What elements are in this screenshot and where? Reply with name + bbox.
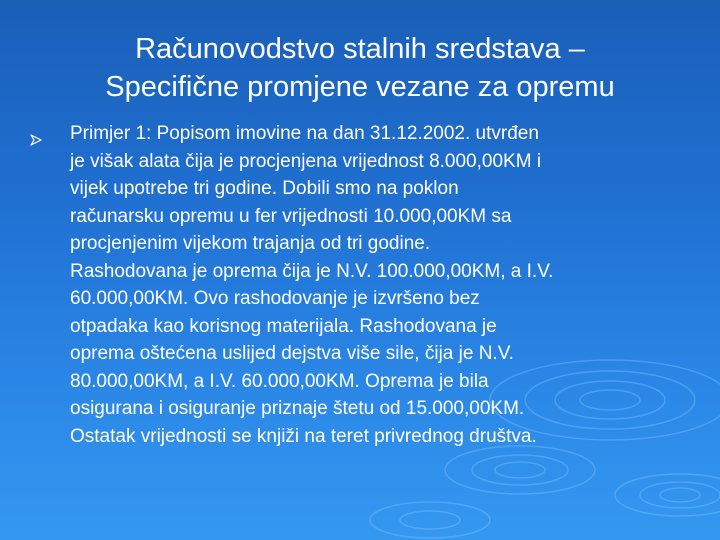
- bullet-text-line: 60.000,00KM. Ovo rashodovanje je izvršeno bez: [70, 288, 480, 309]
- slide-title: [40, 30, 680, 106]
- slide-title-line-1: Računovodstvo stalnih sredstava –: [135, 33, 585, 65]
- bullet-text-line: Primjer 1: Popisom imovine na dan 31.12.2002. utvrđen: [70, 123, 539, 144]
- arrow-bullet-icon: [30, 134, 42, 146]
- bullet-text-line: Rashodovana je oprema čija je N.V. 100.000,00KM, a I.V.: [70, 260, 554, 282]
- slide-title-line-2: Specifične promjene vezane za opremu: [105, 71, 615, 103]
- bullet-text: [70, 120, 700, 450]
- bullet-text-line: osigurana i osiguranje priznaje štetu od 15.000,00KM.: [70, 398, 525, 419]
- bullet-text-line: oprema oštećena uslijed dejstva više sile, čija je N.V.: [70, 343, 514, 364]
- bullet-text-line: je višak alata čija je procjenjena vrijednost 8.000,00KM i: [70, 150, 542, 172]
- bullet-text-line: procjenjenim vijekom trajanja od tri godine.: [70, 233, 431, 254]
- bullet-text-line: 80.000,00KM, a I.V. 60.000,00KM. Oprema je bila: [70, 370, 489, 392]
- bullet-text-line: računarsku opremu u fer vrijednosti 10.000,00KM sa: [70, 205, 512, 227]
- bullet-text-line: Ostatak vrijednosti se knjiži na teret privrednog društva.: [70, 425, 537, 447]
- bullet-text-line: vijek upotrebe tri godine. Dobili smo na poklon: [70, 178, 459, 199]
- bullet-text-line: otpadaka kao korisnog materijala. Rashodovana je: [70, 315, 497, 337]
